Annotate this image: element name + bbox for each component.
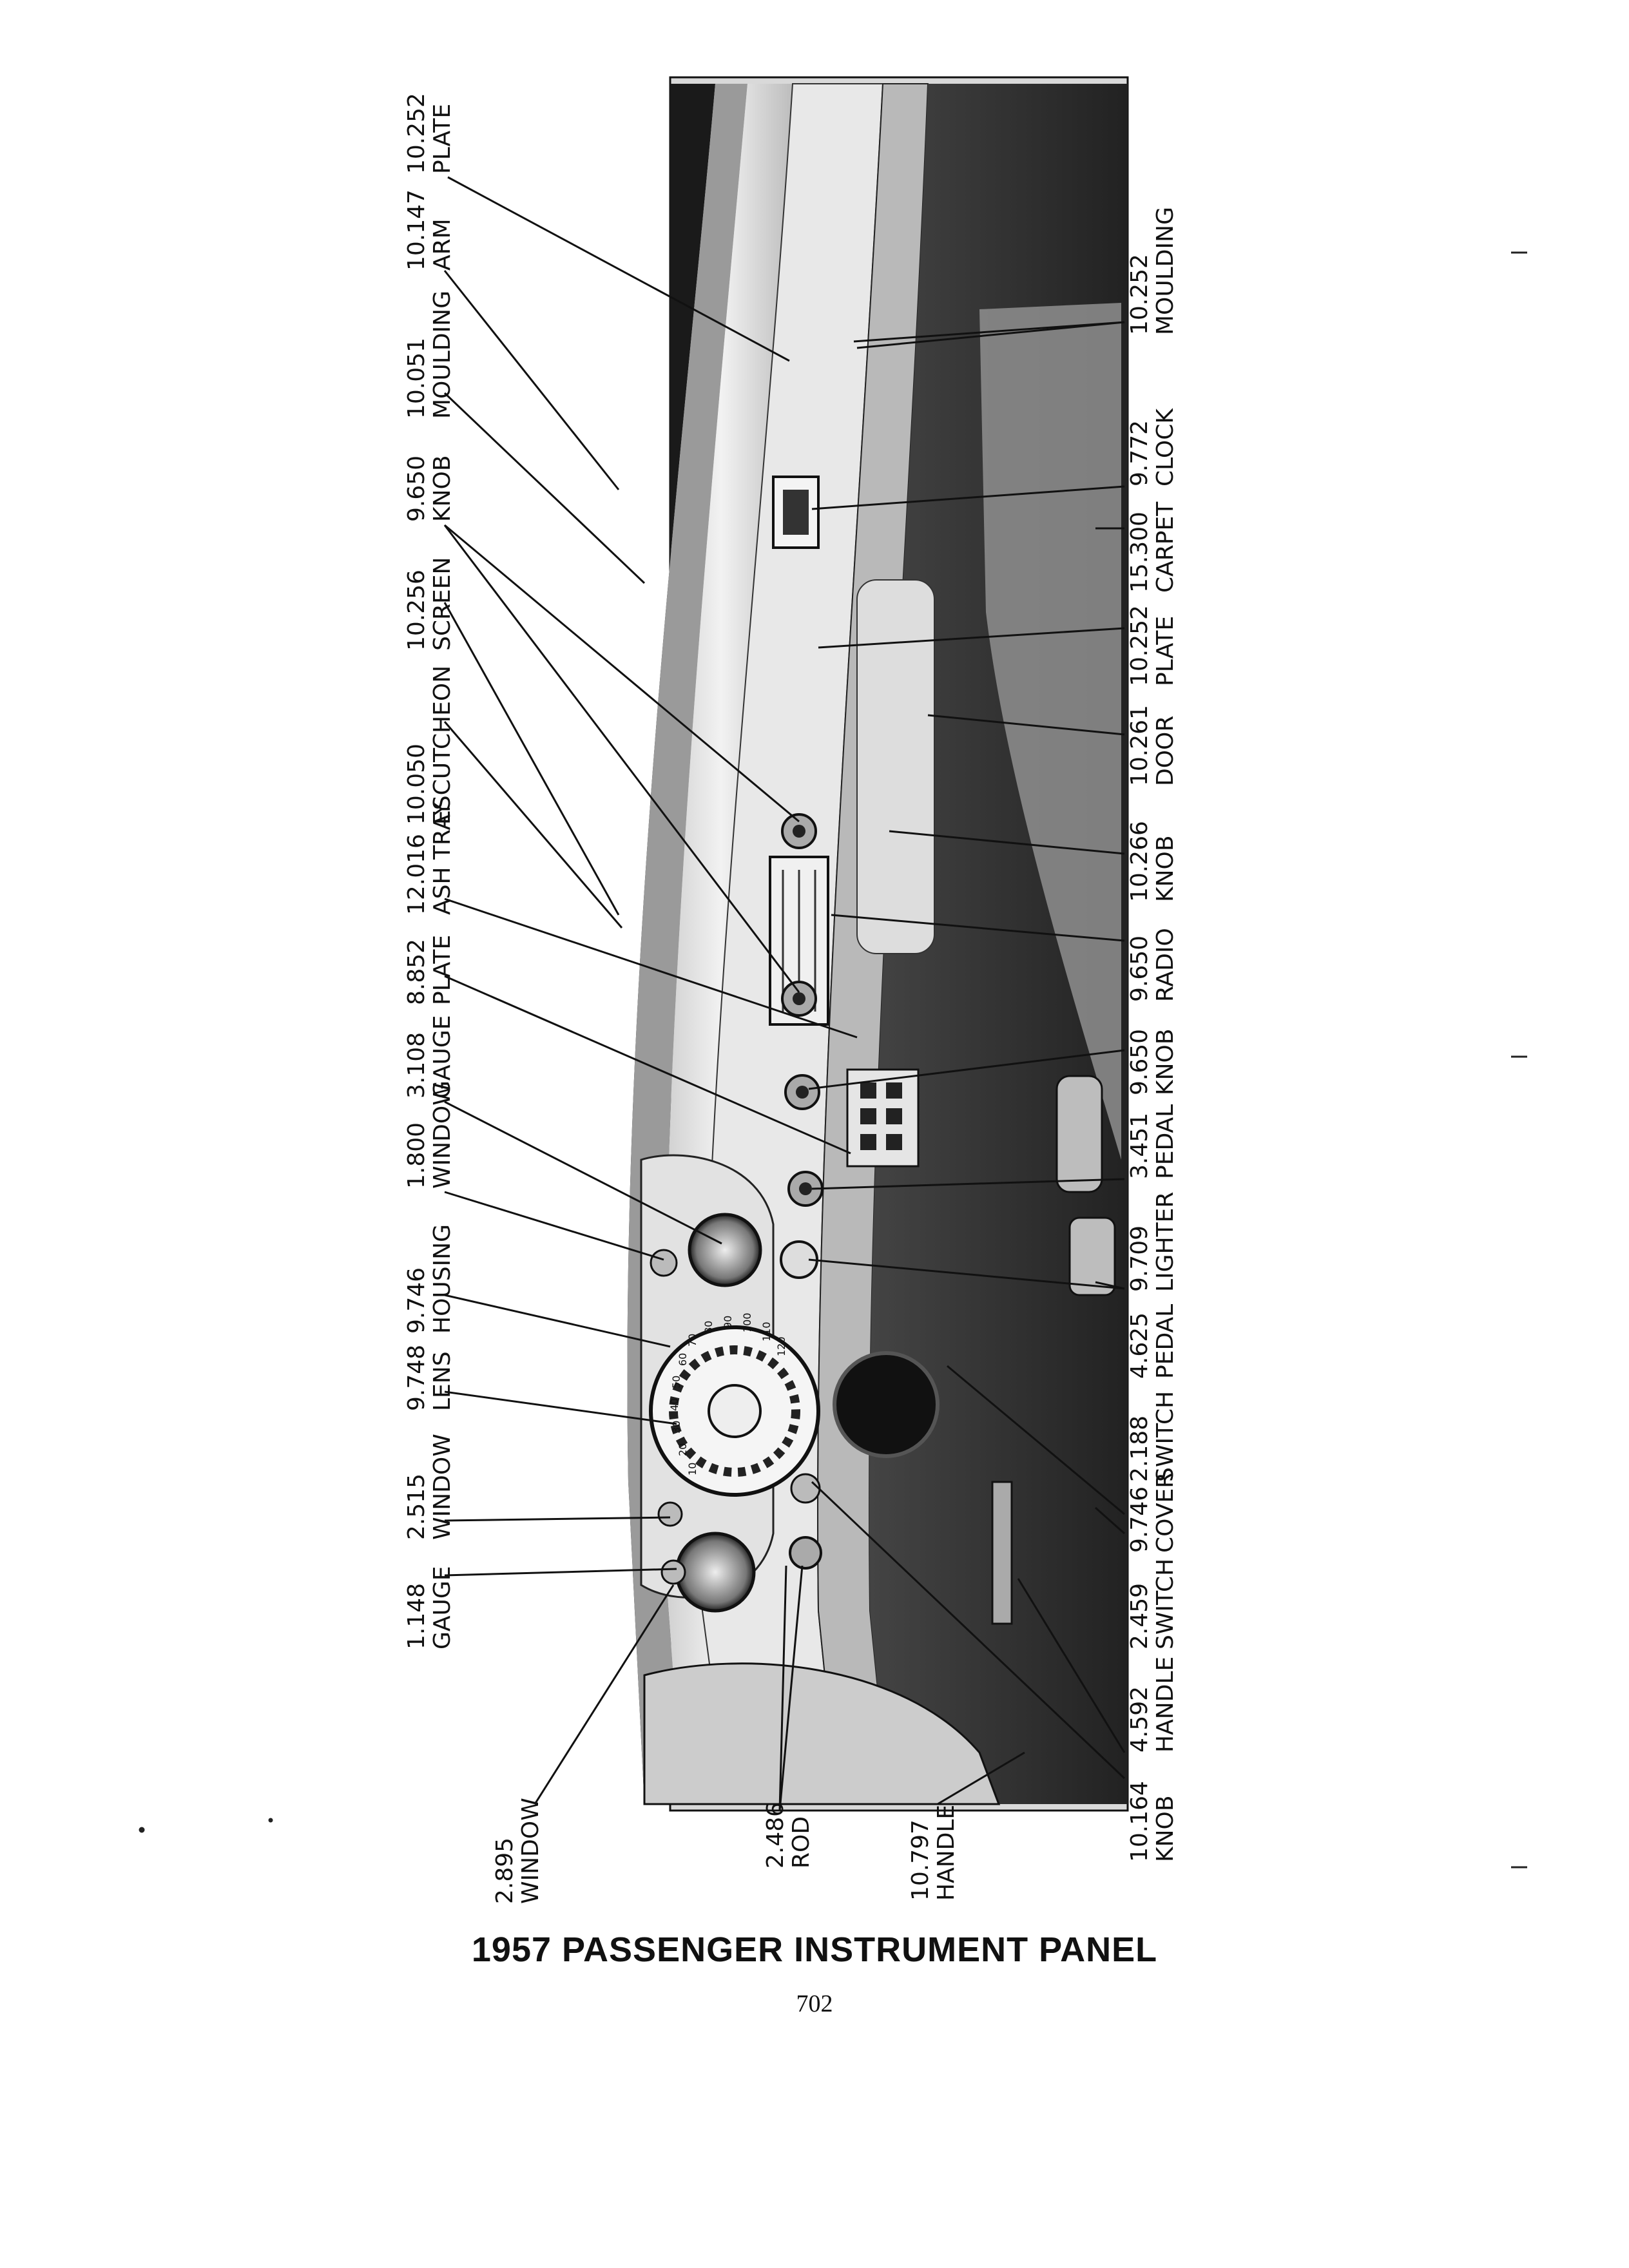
callout-name: PLATE	[1152, 615, 1179, 686]
figure-caption: 1957 PASSENGER INSTRUMENT PANEL	[471, 1930, 1158, 1969]
callout-number: 10.252	[1126, 254, 1153, 335]
callout-number: 9.746	[1126, 1486, 1153, 1553]
callout-number: 9.746	[403, 1267, 430, 1334]
callout-number: 4.592	[1126, 1686, 1153, 1753]
callout-number: 10.164	[1126, 1781, 1153, 1862]
callout-name: MOULDING	[429, 291, 456, 419]
callout-name: HANDLE	[1152, 1656, 1179, 1753]
callout-name: HANDLE	[933, 1804, 959, 1901]
callout-number: 15.300	[1126, 512, 1153, 593]
callout-name: LENS	[429, 1351, 456, 1411]
speedometer-tick-label: 10	[686, 1462, 699, 1475]
callouts-bottom	[492, 1798, 959, 1904]
callout-name: KNOB	[429, 455, 456, 522]
callout-name: ARM	[429, 218, 456, 271]
callout-number: 2.515	[403, 1473, 430, 1540]
speedometer-tick-label: 30	[670, 1420, 682, 1434]
callout-number: 9.709	[1126, 1225, 1153, 1292]
callout-number: 10.051	[403, 338, 430, 419]
callouts-right	[1126, 207, 1179, 1862]
callout-name: ASH TRAY	[429, 802, 456, 915]
callout-number: 2.486	[762, 1802, 789, 1869]
page-number: 702	[796, 1990, 833, 2017]
callout-name: PEDAL	[1152, 1104, 1179, 1179]
callout-name: WINDOW	[429, 1082, 456, 1189]
callout-number: 10.252	[403, 93, 430, 174]
callout-name: SCREEN	[429, 557, 456, 651]
callout-name: PEDAL	[1152, 1303, 1179, 1379]
callout-name: PLATE	[429, 103, 456, 174]
speedometer-tick-label: 60	[677, 1352, 689, 1366]
callout-number: 9.650	[403, 455, 430, 522]
callout-name: WINDOW	[429, 1434, 456, 1540]
callout-name: LIGHTER	[1152, 1191, 1179, 1292]
callout-name: CARPET	[1152, 501, 1179, 593]
callout-name: GAUGE	[429, 1566, 456, 1649]
callout-name: SWITCH	[1152, 1390, 1179, 1482]
callout-number: 1.800	[403, 1122, 430, 1189]
instrument-panel-photo	[627, 77, 1128, 1811]
callout-name: KNOB	[1152, 835, 1179, 902]
callout-number: 1.148	[403, 1582, 430, 1649]
callout-name: COVER	[1152, 1472, 1179, 1553]
callout-name: MOULDING	[1152, 207, 1179, 335]
callout-name: HOUSING	[429, 1224, 456, 1334]
callout-name: KNOB	[1152, 1795, 1179, 1862]
callout-name: CLOCK	[1152, 408, 1179, 486]
speedometer-tick-label: 20	[677, 1443, 689, 1456]
callout-name: RADIO	[1152, 928, 1179, 1002]
callout-number: 8.852	[403, 938, 430, 1005]
callout-number: 10.252	[1126, 605, 1153, 686]
callout-number: 10.266	[1126, 821, 1153, 902]
speedometer-tick-label: 50	[670, 1375, 682, 1389]
callout-name: ESCUTCHEON	[429, 665, 456, 825]
callout-number: 2.459	[1126, 1582, 1153, 1649]
callout-number: 10.261	[1126, 705, 1153, 786]
callout-name: WINDOW	[517, 1798, 544, 1904]
callout-number: 9.748	[403, 1344, 430, 1411]
callout-number: 10.147	[403, 189, 430, 271]
speedometer-tick-label: 80	[702, 1320, 715, 1334]
callout-number: 10.050	[403, 744, 430, 825]
speedometer-tick-label: 100	[741, 1312, 753, 1332]
speedometer-tick-label: 70	[686, 1333, 699, 1347]
callouts-left	[403, 93, 456, 1649]
callout-number: 10.256	[403, 570, 430, 651]
callout-number: 9.650	[1126, 935, 1153, 1002]
callout-name: DOOR	[1152, 715, 1179, 786]
callout-number: 3.108	[403, 1032, 430, 1099]
speedometer-tick-label: 120	[775, 1336, 787, 1356]
callout-name: SWITCH	[1152, 1558, 1179, 1649]
callout-number: 9.772	[1126, 419, 1153, 486]
callout-number: 10.797	[907, 1820, 934, 1901]
callout-name: ROD	[788, 1816, 815, 1869]
callout-number: 2.895	[492, 1837, 518, 1904]
callout-number: 3.451	[1126, 1112, 1153, 1179]
callout-number: 2.188	[1126, 1415, 1153, 1482]
callout-name: PLATE	[429, 934, 456, 1005]
speedometer-tick-label: 110	[760, 1321, 773, 1341]
callout-number: 9.650	[1126, 1028, 1153, 1095]
callout-number: 4.625	[1126, 1312, 1153, 1379]
callout-number: 12.016	[403, 834, 430, 915]
speedometer-tick-label: 90	[722, 1315, 734, 1329]
callout-name: KNOB	[1152, 1028, 1179, 1095]
callout-name: GAUGE	[429, 1015, 456, 1099]
speedometer-tick-label: 40	[668, 1398, 680, 1411]
